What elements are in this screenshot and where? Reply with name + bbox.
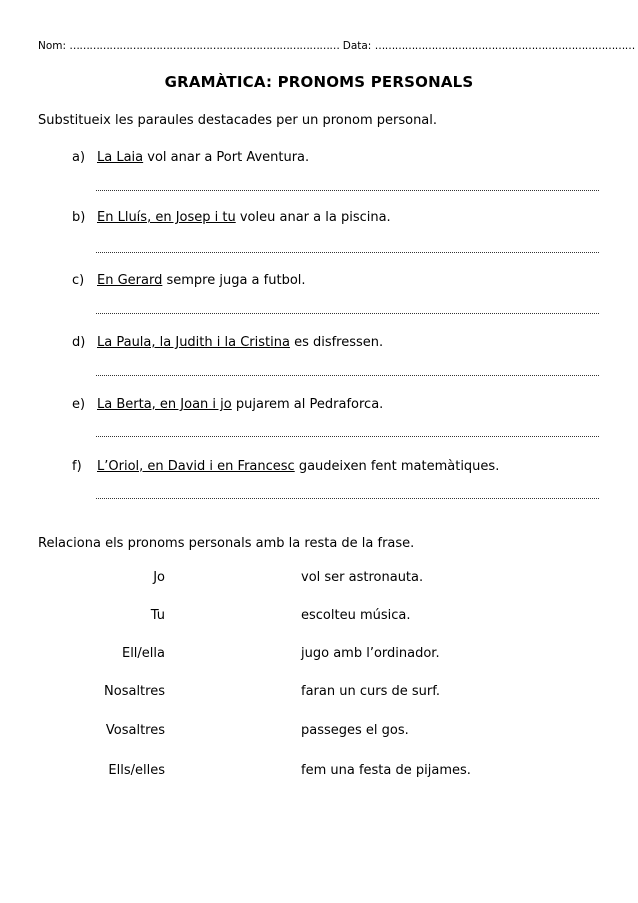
exercise-letter: d) — [72, 335, 86, 350]
predicate-item: faran un curs de surf. — [301, 684, 440, 699]
exercise-e — [72, 397, 383, 412]
answer-line-e[interactable] — [96, 436, 599, 437]
pronoun-item: Vosaltres — [105, 723, 165, 738]
header-row — [38, 40, 635, 52]
exercise-f — [72, 459, 499, 474]
sentence-rest: gaudeixen fent matemàtiques. — [294, 459, 500, 474]
date-field[interactable]: …………………………………………………………………… — [374, 40, 635, 52]
page-title: GRAMÀTICA: PRONOMS PERSONALS — [164, 73, 474, 91]
exercise-letter: c) — [72, 273, 85, 288]
highlighted-words: En Gerard — [97, 273, 163, 288]
exercise-letter: a) — [72, 150, 86, 165]
highlighted-words: La Laia — [97, 150, 144, 165]
pronoun-item: Ells/elles — [108, 763, 165, 778]
section1-instruction: Substitueix les paraules destacades per un pronom personal. — [38, 113, 438, 128]
highlighted-words: En Lluís, en Josep i tu — [97, 210, 236, 225]
sentence-rest: voleu anar a la piscina. — [235, 210, 391, 225]
highlighted-words: La Berta, en Joan i jo — [97, 397, 232, 412]
exercise-letter: b) — [72, 210, 86, 225]
exercise-letter: f) — [72, 459, 82, 474]
exercise-a — [72, 150, 309, 165]
section2-instruction: Relaciona els pronoms personals amb la resta de la frase. — [38, 536, 415, 551]
predicate-item: vol ser astronauta. — [301, 570, 424, 585]
exercise-c — [72, 273, 306, 288]
pronoun-item: Jo — [153, 570, 165, 585]
highlighted-words: La Paula, la Judith i la Cristina — [97, 335, 290, 350]
answer-line-d[interactable] — [96, 375, 599, 376]
predicate-item: passeges el gos. — [301, 723, 409, 738]
exercise-letter: e) — [72, 397, 86, 412]
answer-line-b[interactable] — [96, 252, 599, 253]
pronoun-item: Tu — [150, 608, 165, 623]
name-field[interactable]: ……………………………………………………………………… — [69, 40, 340, 52]
pronoun-item: Nosaltres — [104, 684, 165, 699]
answer-line-a[interactable] — [96, 190, 599, 191]
sentence-rest: vol anar a Port Aventura. — [143, 150, 310, 165]
exercise-b — [72, 210, 391, 225]
predicate-item: jugo amb l’ordinador. — [301, 646, 440, 661]
date-label: Data: — [342, 40, 372, 52]
sentence-rest: pujarem al Pedraforca. — [231, 397, 384, 412]
name-label: Nom: — [38, 40, 67, 52]
highlighted-words: L’Oriol, en David i en Francesc — [97, 459, 295, 474]
sentence-rest: es disfressen. — [289, 335, 384, 350]
exercise-d — [72, 335, 383, 350]
predicate-item: escolteu música. — [301, 608, 411, 623]
answer-line-c[interactable] — [96, 313, 599, 314]
sentence-rest: sempre juga a futbol. — [162, 273, 306, 288]
pronoun-item: Ell/ella — [121, 646, 165, 661]
predicate-item: fem una festa de pijames. — [301, 763, 471, 778]
answer-line-f[interactable] — [96, 498, 599, 499]
